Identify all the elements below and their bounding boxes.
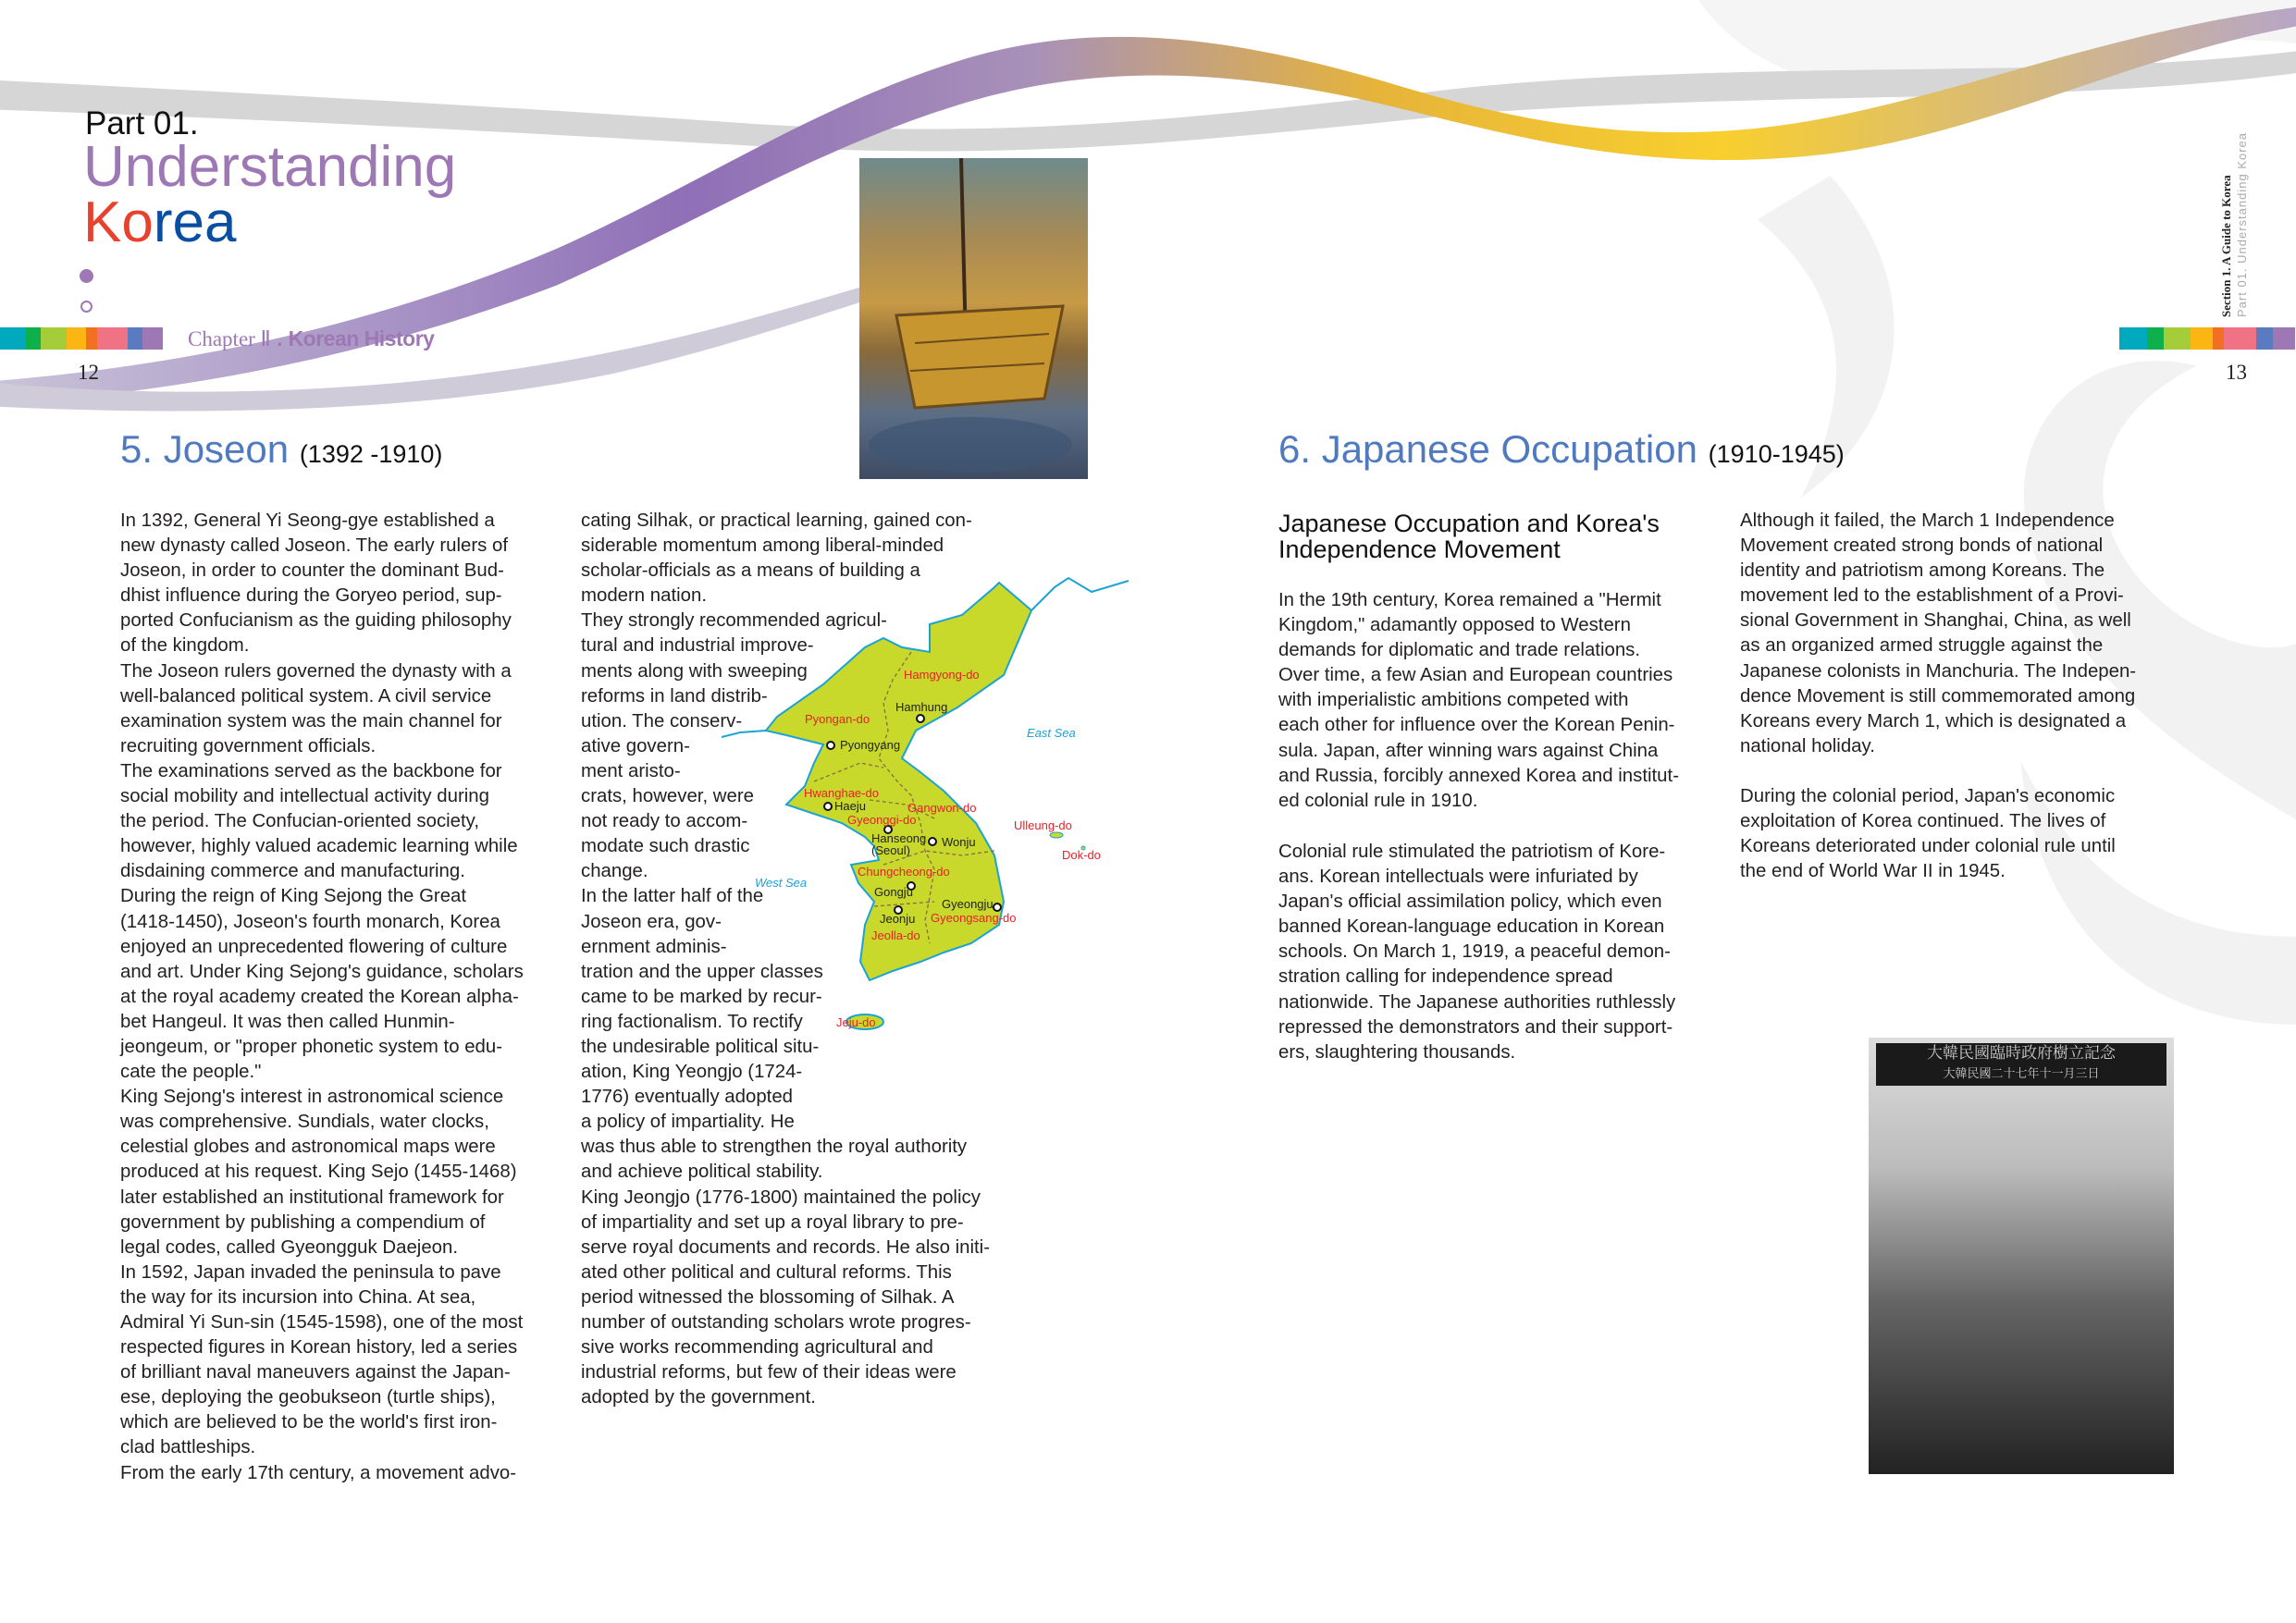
map-label-pyongan: Pyongan-do: [805, 712, 870, 726]
title-korea-ko: Ko: [83, 191, 154, 254]
section-heading-occupation: [1278, 427, 1845, 472]
title-understanding: Understanding: [83, 135, 457, 199]
map-label-jeju: Jeju-do: [836, 1015, 876, 1029]
heading-joseon-title: 5. Joseon: [120, 427, 290, 471]
chapter-label: [188, 326, 434, 351]
heading-joseon-years: (1392 -1910): [299, 440, 443, 468]
photo-banner-line-1: 大韓民國臨時政府樹立記念: [1927, 1044, 2116, 1062]
heading-occupation-years: (1910-1945): [1708, 440, 1845, 468]
occupation-paragraph-3: Although it failed, the March 1 Independence Movement created strong bonds of national identity and patriotism among Koreans. The movement led to the establishment of a Provi- sional Government in Shanghai, China, as well as an organized armed struggle against the Japanese colonists in Manchuria. The Indepen- dence Movement is still commemorated among Koreans every March 1, which is designated a national holiday.: [1740, 510, 2137, 756]
occupation-paragraph-2: Colonial rule stimulated the patriotism of Kore- ans. Korean intellectuals were infuriated by Japan's official assimilation policy, which even banned Korean-language education in Korean schools. On March 1, 1919, a peaceful demon- stration calling for independence spread nationwide. The Japanese authorities ruthlessly repressed the demonstrators and their support- ers, slaughtering thousands.: [1278, 842, 1676, 1063]
occupation-paragraph-4: During the colonial period, Japan's economic exploitation of Korea continued. The lives of Koreans deteriorated under colonial rule until the end of World War II in 1945.: [1740, 786, 2116, 882]
map-city-jeonju: Jeonju: [880, 912, 916, 926]
korea-map: [722, 573, 1147, 1147]
bullet-hollow-icon: [80, 301, 93, 313]
running-head: [2206, 120, 2262, 319]
part-label: Part 01.: [85, 105, 199, 141]
running-head-section: Section 1. A Guide to Korea: [2219, 175, 2233, 317]
map-label-hamgyong: Hamgyong-do: [904, 668, 980, 682]
joseon-text-column-1: In 1392, General Yi Seong-gye established a new dynasty called Joseon. The early rulers of Joseon, in order to counter the dominant Bud- dhist influence during the Goryeo period, sup- ported Confucianism as the guiding philosophy of the kingdom. The Joseon rulers governed the dynasty with a well-balanced political system. A civil service examination system was the main channel for recruiting government officials. The examinations served as the backbone for social mobility and intellectual activity during the period. The Confucian-oriented society, however, highly valued academic learning while disdaining commerce and manufacturing. During the reign of King Sejong the Great (1418-1450), Joseon's fourth monarch, Korea enjoyed an unprecedented flowering of culture and art. Under King Sejong's guidance, scholars at the royal academy created the Korean alpha- bet Hangeul. It was then called Hunmin- jeongeum, or "proper phonetic system to edu- cate the people." King Sejong's interest in astronomical science was comprehensive. Sundials, water clocks, celestial globes and astronomical maps were produced at his request. King Sejo (1455-1468) later established an institutional framework for government by publishing a compendium of legal codes, called Gyeongguk Daejeon. In 1592, Japan invaded the peninsula to pave the way for its incursion into China. At sea, Admiral Yi Sun-sin (1545-1598), one of the most respected figures in Korean history, led a series of brilliant naval maneuvers against the Japan- ese, deploying the geobukseon (turtle ships), which are believed to be the world's first iron- clad battleships. From the early 17th century, a movement advo-: [120, 510, 524, 1483]
map-label-chungcheong: Chungcheong-do: [858, 865, 950, 879]
title-korea: [83, 191, 237, 254]
provisional-government-photo: [1869, 1038, 2174, 1474]
map-city-gyeongju: Gyeongju: [942, 897, 994, 911]
running-head-part: Part 01. Understanding Korea: [2235, 132, 2249, 317]
turtle-ship-painting: [859, 158, 1088, 479]
map-label-east-sea: East Sea: [1027, 726, 1076, 740]
ship-illustration-icon: [859, 158, 1088, 479]
title-korea-rea: rea: [153, 191, 237, 254]
chapter-sep: .: [277, 326, 283, 350]
occupation-paragraph-1: In the 19th century, Korea remained a "Hermit Kingdom," adamantly opposed to Western demands for diplomatic and trade relations. Over time, a few Asian and European countries with imperialistic ambitions competed with each other for influence over the Korean Penin- sula. Japan, after winning wars against China and Russia, forcibly annexed Korea and institut- ed colonial rule in 1910.: [1278, 590, 1679, 811]
map-label-gangwon: Gangwon-do: [907, 801, 977, 815]
photo-banner: [1876, 1043, 2166, 1086]
chapter-title: Korean History: [288, 326, 435, 350]
joseon-text-column-2: cating Silhak, or practical learning, gained con- siderable momentum among liberal-minded scholar-officials as a means of building a modern nation. They strongly recommended agricul- tural and industrial improve- ments along with sweeping reforms in land distrib- ution. The conserv- ative govern- ment aristo- crats, however, were not ready to accom- modate such drastic change. In the latter half of the Joseon era, gov- ernment adminis- tration and the upper classes came to be marked by recur- ring factionalism. To rectify the undesirable political situ- ation, King Yeongjo (1724- 1776) eventually adopted a policy of impartiality. He was thus able to strengthen the royal authority and achieve political stability. King Jeongjo (1776-1800) maintained the policy of impartiality and set up a royal library to pre- serve royal documents and records. He also initi- ated other political and cultural reforms. This period witnessed the blossoming of Silhak. A number of outstanding scholars wrote progres- sive works recommending agricultural and industrial reforms, but few of their ideas were adopted by the government.: [581, 510, 990, 1408]
occupation-subheading: Japanese Occupation and Korea's Independence Movement: [1278, 510, 1660, 563]
map-label-ulleung: Ulleung-do: [1014, 818, 1072, 832]
map-city-seoul: (Seoul): [871, 843, 910, 857]
photo-banner-line-2: 大韓民國二十七年十一月三日: [1943, 1066, 2100, 1080]
page-number-left: 12: [78, 361, 99, 384]
map-label-west-sea: West Sea: [755, 876, 808, 890]
map-label-dokdo: Dok-do: [1062, 848, 1101, 862]
map-label-jeolla: Jeolla-do: [871, 928, 920, 942]
color-strip-right: [2119, 327, 2295, 350]
map-label-gyeonggi: Gyeonggi-do: [847, 813, 917, 827]
map-city-hanseong: Hanseong: [871, 831, 927, 845]
heading-occupation-title: 6. Japanese Occupation: [1278, 427, 1697, 471]
section-heading-joseon: [120, 427, 442, 472]
map-city-hamhung: Hamhung: [895, 700, 948, 714]
color-strip-left: [0, 327, 163, 350]
map-city-pyongyang: Pyongyang: [840, 738, 901, 752]
map-city-wonju: Wonju: [942, 835, 976, 849]
map-city-haeju: Haeju: [834, 799, 866, 813]
chapter-number: Chapter Ⅱ: [188, 327, 271, 350]
map-label-gyeongsang: Gyeongsang-do: [931, 911, 1017, 925]
bullet-filled-icon: [80, 269, 93, 283]
page-number-right: 13: [2226, 361, 2247, 384]
map-label-hwanghae: Hwanghae-do: [804, 786, 879, 800]
map-city-gongju: Gongju: [874, 885, 913, 899]
